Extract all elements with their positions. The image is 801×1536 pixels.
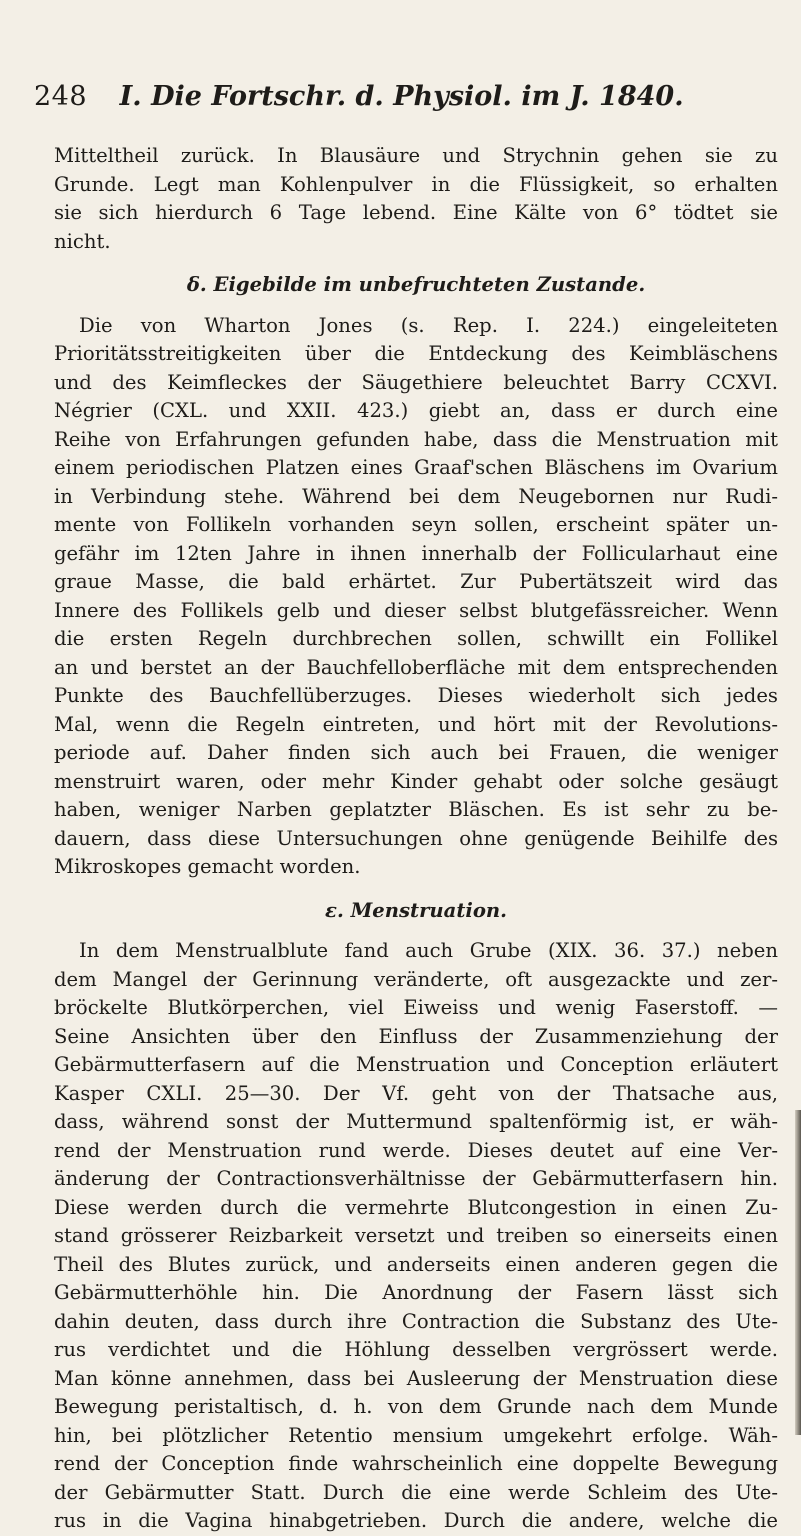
- text-line: gefähr im 12ten Jahre in ihnen innerhalb der Follicularhaut eine: [54, 541, 778, 565]
- text-line: hin, bei plötzlicher Retentio mensium umgekehrt erfolge. Wäh-: [54, 1423, 778, 1447]
- text-line: Seine Ansichten über den Einfluss der Zusammenziehung der: [54, 1024, 778, 1048]
- text-line: Theil des Blutes zurück, und anderseits einen anderen gegen die: [54, 1252, 778, 1276]
- text-line: Man könne annehmen, dass bei Ausleerung der Menstruation diese: [54, 1366, 778, 1390]
- text-line: menstruirt waren, oder mehr Kinder gehabt oder solche gesäugt: [54, 769, 778, 793]
- text-line: Mikroskopes gemacht worden.: [54, 855, 361, 878]
- section-heading: δ. Eigebilde im unbefruchteten Zustande.: [186, 273, 646, 296]
- paragraph: [54, 937, 778, 1536]
- text-line: die ersten Regeln durchbrechen sollen, schwillt ein Follikel: [54, 627, 778, 650]
- text-line: dauern, dass diese Untersuchungen ohne genügende Beihilfe des: [54, 826, 778, 850]
- text-line: dem Mangel der Gerinnung veränderte, oft ausgezackte und zer-: [54, 967, 778, 991]
- text-line: rus verdichtet und die Höhlung desselben vergrössert werde.: [54, 1338, 778, 1361]
- text-line: rus in die Vagina hinabgetrieben. Durch die andere, welche die: [54, 1509, 778, 1532]
- paragraph: [54, 142, 778, 256]
- text-line: Mitteltheil zurück. In Blausäure und Strychnin gehen sie zu: [54, 144, 778, 167]
- text-line: der Gebärmutter Statt. Durch die eine werde Schleim des Ute-: [54, 1480, 778, 1504]
- text-line: und des Keimfleckes der Säugethiere beleuchtet Barry CCXVI.: [54, 370, 778, 394]
- text-line: Bewegung peristaltisch, d. h. von dem Grunde nach dem Munde: [54, 1395, 778, 1418]
- section-heading: ε. Menstruation.: [325, 898, 507, 922]
- text-line: Kasper CXLI. 25—30. Der Vf. geht von der Thatsache aus,: [54, 1081, 778, 1105]
- text-line: rend der Menstruation rund werde. Dieses deutet auf eine Ver-: [54, 1138, 778, 1162]
- text-line: dass, während sonst der Muttermund spaltenförmig ist, er wäh-: [54, 1110, 778, 1133]
- text-line: rend der Conception finde wahrscheinlich eine doppelte Bewegung: [54, 1452, 778, 1475]
- text-line: Grunde. Legt man Kohlenpulver in die Flüssigkeit, so erhalten: [54, 172, 778, 196]
- text-line: Innere des Follikels gelb und dieser selbst blutgefässreicher. Wenn: [54, 598, 778, 622]
- paragraph: [54, 312, 778, 882]
- text-line: Reihe von Erfahrungen gefunden habe, dass die Menstruation mit: [54, 427, 778, 451]
- running-title: I. Die Fortschr. d. Physiol. im J. 1840.: [119, 81, 684, 112]
- text-line: in Verbindung stehe. Während bei dem Neugebornen nur Rudi-: [54, 484, 778, 508]
- text-line: haben, weniger Narben geplatzter Bläschen. Es ist sehr zu be-: [54, 798, 778, 821]
- running-header: [34, 72, 754, 122]
- text-line: stand grösserer Reizbarkeit versetzt und treiben so einerseits einen: [54, 1224, 778, 1247]
- page-number: 248: [34, 81, 88, 112]
- text-line: nicht.: [54, 229, 111, 253]
- text-line: Diese werden durch die vermehrte Blutcongestion in einen Zu-: [54, 1195, 778, 1219]
- text-line: Négrier (CXL. und XXII. 423.) giebt an, dass er durch eine: [54, 399, 778, 422]
- text-line: bröckelte Blutkörperchen, viel Eiweiss und wenig Faserstoff. —: [54, 996, 778, 1019]
- text-line: dahin deuten, dass durch ihre Contraction die Substanz des Ute-: [54, 1309, 778, 1333]
- page-edge-shadow: [795, 1110, 801, 1435]
- text-line: sie sich hierdurch 6 Tage lebend. Eine Kälte von 6° tödtet sie: [54, 201, 778, 224]
- text-line: änderung der Contractionsverhältnisse der Gebärmutterfasern hin.: [54, 1167, 778, 1190]
- text-line: Mal, wenn die Regeln eintreten, und hört mit der Revolutions-: [54, 712, 778, 736]
- text-line: periode auf. Daher finden sich auch bei Frauen, die weniger: [54, 741, 778, 764]
- text-line: Punkte des Bauchfellüberzuges. Dieses wiederholt sich jedes: [54, 684, 778, 707]
- text-line: Gebärmutterhöhle hin. Die Anordnung der Fasern lässt sich: [54, 1281, 778, 1304]
- text-line: graue Masse, die bald erhärtet. Zur Pubertätszeit wird das: [54, 570, 778, 593]
- text-line: an und berstet an der Bauchfelloberfläche mit dem entsprechenden: [54, 655, 778, 679]
- text-line: Prioritätsstreitigkeiten über die Entdeckung des Keimbläschens: [54, 342, 778, 365]
- text-line: mente von Follikeln vorhanden seyn sollen, erscheint später un-: [54, 513, 778, 536]
- text-line: Die von Wharton Jones (s. Rep. I. 224.) eingeleiteten: [79, 313, 778, 337]
- text-line: einem periodischen Platzen eines Graaf'schen Bläschens im Ovarium: [54, 456, 778, 479]
- text-line: In dem Menstrualblute fand auch Grube (XIX. 36. 37.) neben: [79, 939, 778, 962]
- text-line: Gebärmutterfasern auf die Menstruation und Conception erläutert: [54, 1053, 778, 1076]
- body-text: [54, 142, 778, 1536]
